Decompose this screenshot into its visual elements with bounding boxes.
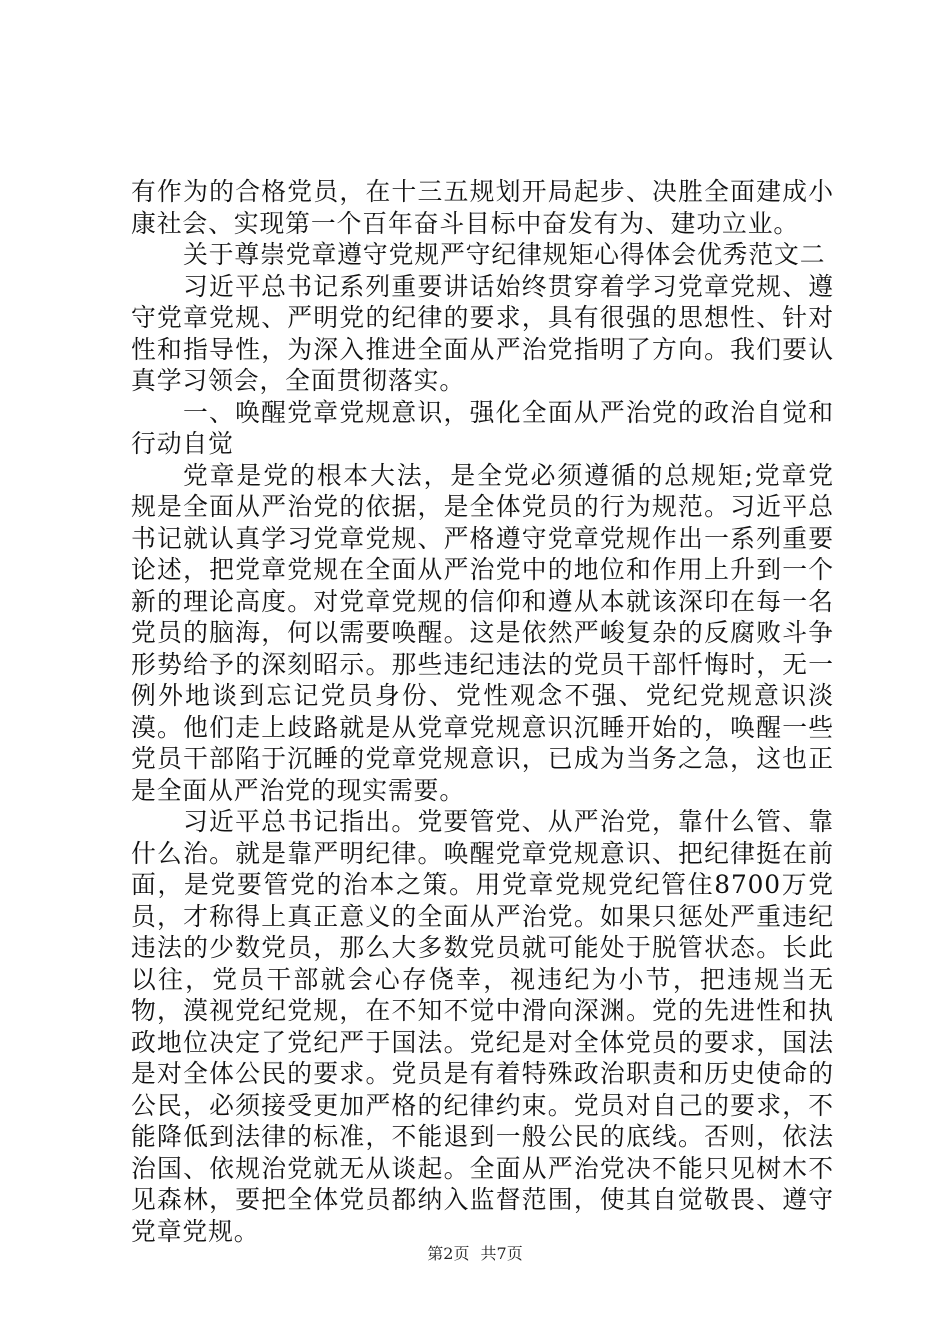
- paragraph-continuation: 有作为的合格党员，在十三五规划开局起步、决胜全面建成小康社会、实现第一个百年奋斗目标中奋发有为、建功立业。: [131, 177, 834, 238]
- paragraph-intro: 习近平总书记系列重要讲话始终贯穿着学习党章党规、遵守党章党规、严明党的纪律的要求，具有很强的思想性、针对性和指导性，为深入推进全面从严治党指明了方向。我们要认真学习领会，全面贯彻落实。: [131, 271, 834, 395]
- paragraph-body-2: 习近平总书记指出。党要管党、从严治党，靠什么管、靠什么治。就是靠严明纪律。唤醒党章党规意识、把纪律挺在前面，是党要管党的治本之策。用党章党规党纪管住8700万党员，才称得上真正意义的全面从严治党。如果只惩处严重违纪违法的少数党员，那么大多数党员就可能处于脱管状态。长此以往，党员干部就会心存侥幸，视违纪为小节，把违规当无物，漠视党纪党规，在不知不觉中滑向深渊。党的先进性和执政地位决定了党纪严于国法。党纪是对全体党员的要求，国法是对全体公民的要求。党员是有着特殊政治职责和历史使命的公民，必须接受更加严格的纪律约束。党员对自己的要求，不能降低到法律的标准，不能退到一般公民的底线。否则，依法治国、依规治党就无从谈起。全面从严治党决不能只见树木不见森林，要把全体党员都纳入监督范围，使其自觉敬畏、遵守党章党规。: [131, 807, 834, 1246]
- document-body: [131, 176, 834, 1247]
- paragraph-body-1: 党章是党的根本大法，是全党必须遵循的总规矩;党章党规是全面从严治党的依据，是全体党员的行为规范。习近平总书记就认真学习党章党规、严格遵守党章党规作出一系列重要论述，把党章党规在全面从严治党中的地位和作用上升到一个新的理论高度。对党章党规的信仰和遵从本就该深印在每一名党员的脑海，何以需要唤醒。这是依然严峻复杂的反腐败斗争形势给予的深刻昭示。那些违纪违法的党员干部忏悔时，无一例外地谈到忘记党员身份、党性观念不强、党纪党规意识淡漠。他们走上歧路就是从党章党规意识沉睡开始的，唤醒一些党员干部陷于沉睡的党章党规意识，已成为当务之急，这也正是全面从严治党的现实需要。: [131, 460, 834, 805]
- article-title: 关于尊崇党章遵守党规严守纪律规矩心得体会优秀范文二: [183, 240, 826, 269]
- page-total: 共7页: [480, 1244, 523, 1263]
- page-number: 第2页: [427, 1244, 470, 1263]
- section-heading: 一、唤醒党章党规意识，强化全面从严治党的政治自觉和行动自觉: [131, 397, 834, 458]
- page-footer: [0, 1244, 950, 1264]
